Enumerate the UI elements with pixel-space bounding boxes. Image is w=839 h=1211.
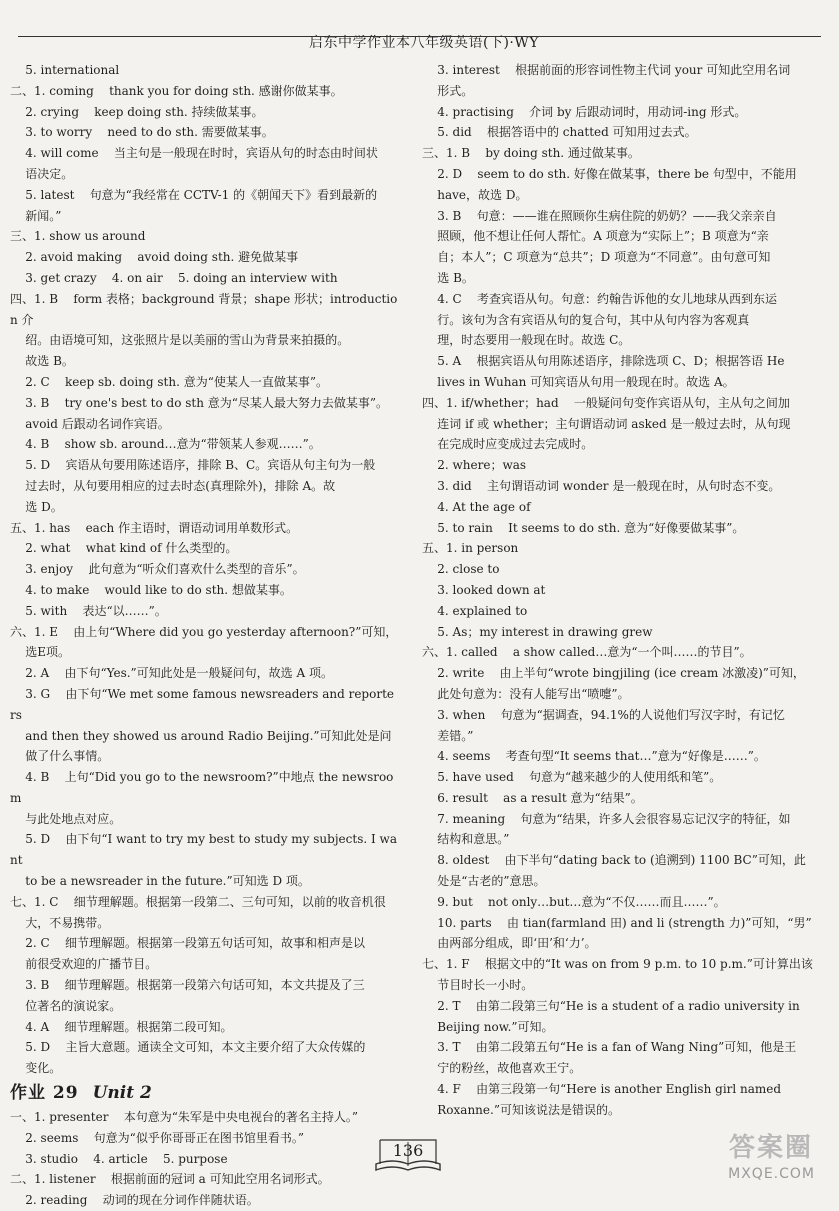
answer-item: 三、1. show us around: [10, 229, 146, 244]
answer-item: 2. crying keep doing sth. 持续做某事。: [10, 104, 264, 119]
answer-item: 3. looked down at: [422, 582, 546, 597]
answer-item: 4. F 由第三段第一句“Here is another English girl named Roxanne.”可知该说法是错误的。: [437, 1082, 782, 1117]
answer-item: 七、1. F 根据文中的“It was on from 9 p.m. to 10 p.m.”可计算出该 节目时长一小时。: [422, 957, 813, 993]
answer-item: 2. D seem to do sth. 好像在做某事，there be 句型中，不能用 have，故选 D。: [437, 166, 797, 202]
answer-item: 2. what what kind of 什么类型的。: [10, 541, 238, 556]
page-header: [0, 14, 839, 51]
running-title: 启东中学作业本八年级英语(下)·WY: [308, 35, 539, 51]
answer-item: 七、1. C 细节理解题。根据第一段第二、三句可知，以前的收音机很 大，不易携带。: [10, 894, 386, 930]
answer-item: 7. meaning 句意为“结果，许多人会很容易忘记汉字的特征，如 结构和意思。”: [437, 811, 791, 847]
answer-item: 4. At the age of: [422, 499, 531, 514]
right-column: [422, 60, 814, 1121]
answer-item: 9. but not only…but…意为“不仅……而且……”。: [422, 894, 726, 909]
left-answer-list-after: [10, 1107, 398, 1211]
answer-item: 一、1. presenter 本句意为“朱军是中央电视台的著名主持人。”: [10, 1110, 358, 1125]
answer-item: 5. D 由下句“I want to try my best to study my subjects. I want to be a newsreader in the future.”可知选 D 项。: [10, 832, 397, 889]
answer-item: 5. to rain It seems to do sth. 意为“好像要做某事”。: [422, 520, 745, 535]
answer-item: 5. did 根据答语中的 chatted 可知用过去式。: [422, 125, 697, 140]
answer-item: 5. As；my interest in drawing grew: [422, 624, 653, 639]
answer-item: 4. B show sb. around…意为“带领某人参观……”。: [10, 437, 321, 452]
answer-item: 2. avoid making avoid doing sth. 避免做某事: [10, 250, 299, 265]
answer-item: 10. parts 由 tian(farmland 田) and li (strength 力)”可知，“男” 由两部分组成，即‘田’和‘力’。: [437, 915, 812, 951]
header-rule: [18, 36, 821, 37]
answer-item: 3. to worry need to do sth. 需要做某事。: [10, 125, 274, 140]
answer-item: 2. write 由上半句“wrote bingjiling (ice cream 冰激凌)”可知， 此处句意为：没有人能写出“喷嚏”。: [437, 666, 805, 701]
unit-heading: [10, 1081, 398, 1105]
answer-item: 六、1. called a show called…意为“一个叫……的节目”。: [422, 645, 752, 660]
answer-item: 5. have used 句意为“越来越少的人使用纸和笔”。: [422, 770, 722, 785]
left-column: [10, 60, 398, 1211]
answer-item: 三、1. B by doing sth. 通过做某事。: [422, 146, 640, 161]
answer-item: 8. oldest 由下半句“dating back to (追溯到) 1100 BC”可知，此 处是“古老的”意思。: [437, 853, 806, 889]
left-answer-list: [10, 60, 398, 1079]
answer-item: 2. C keep sb. doing sth. 意为“使某人一直做某事”。: [10, 374, 328, 389]
answer-item: 5. D 主旨大意题。通读全文可知，本文主要介绍了大众传媒的 变化。: [25, 1040, 366, 1076]
answer-item: 3. G 由下句“We met some famous newsreaders and reporters and then they showed us around Radio Beijing.”可知此处是问 做了什么事情。: [10, 686, 395, 764]
answer-item: 四、1. if/whether；had 一般疑问句变作宾语从句，主从句之间加 连词 if 或 whether；主句谓语动词 asked 是一般过去时，从句现 在完成时应变成过去完成时。: [422, 395, 791, 452]
answer-item: 3. interest 根据前面的形容词性物主代词 your 可知此空用名词 形式。: [437, 63, 791, 98]
answer-item: 六、1. E 由上句“Where did you go yesterday afternoon?”可知， 选E项。: [10, 624, 398, 660]
answer-item: 五、1. has each 作主语时，谓语动词用单数形式。: [10, 520, 299, 535]
answer-item: 6. result as a result 意为“结果”。: [422, 790, 643, 805]
answer-item: 3. enjoy 此句意为“听众们喜欢什么类型的音乐”。: [10, 562, 305, 577]
homework-label: 作业 29: [10, 1083, 79, 1104]
answer-item: 5. with 表达“以……”。: [10, 603, 167, 618]
watermark-logo-text: 答案圈: [728, 1133, 813, 1163]
answer-item: 4. A 细节理解题。根据第二段可知。: [10, 1019, 233, 1034]
answer-item: 5. D 宾语从句要用陈述语序，排除 B、C。宾语从句主句为一般 过去时，从句要用相应的过去时态(真理除外)，排除 A。故 选 D。: [25, 458, 376, 514]
answer-item: 4. will come 当主句是一般现在时时，宾语从句的时态由时间状 语决定。: [25, 146, 378, 181]
answer-item: 4. seems 考查句型“It seems that…”意为“好像是……”。: [422, 749, 766, 764]
answer-item: 2. close to: [422, 562, 500, 577]
answer-item: 四、1. B form 表格；background 背景；shape 形状；introduction 介 绍。由语境可知，这张照片是以美丽的雪山为背景来拍摄的。 故选 B。: [10, 291, 398, 369]
answer-item: 3. did 主句谓语动词 wonder 是一般现在时，从句时态不变。: [422, 478, 781, 493]
answer-item: 2. reading 动词的现在分词作伴随状语。: [10, 1193, 259, 1208]
unit-name: Unit 2: [92, 1083, 152, 1104]
answer-item: 3. when 句意为“据调查，94.1%的人说他们写汉字时，有记忆 差错。”: [437, 707, 785, 743]
watermark: [709, 1134, 829, 1192]
answer-item: 2. T 由第二段第三句“He is a student of a radio university in Beijing now.”可知。: [437, 998, 800, 1034]
answer-item: 4. B 上句“Did you go to the newsroom?”中地点 the newsroom 与此处地点对应。: [10, 770, 394, 826]
watermark-url: MXQE.COM: [728, 1166, 815, 1182]
answer-item: 2. A 由下句“Yes.”可知此处是一般疑问句，故选 A 项。: [10, 666, 333, 681]
answer-item: 二、1. coming thank you for doing sth. 感谢你做某事。: [10, 83, 343, 98]
answer-item: 5. A 根据宾语从句用陈述语序，排除选项 C、D；根据答语 He lives in Wuhan 可知宾语从句用一般现在时。故选 A。: [437, 354, 785, 389]
answer-item: 2. seems 句意为“似乎你哥哥正在图书馆里看书。”: [10, 1130, 304, 1145]
answer-item: 5. international: [10, 63, 120, 77]
answer-item: 5. latest 句意为“我经常在 CCTV-1 的《朝闻天下》看到最新的 新闻。”: [25, 187, 378, 223]
answer-item: 3. B 句意：——谁在照顾你生病住院的奶奶？——我父亲亲自 照顾，他不想让任何人帮忙。A 项意为“实际上”；B 项意为“亲 自；本人”；C 项意为“总共”；D 项意为“不同意”。由句意可知 选 B。: [437, 208, 777, 285]
right-answer-list: [422, 60, 814, 1121]
answer-item: 五、1. in person: [422, 541, 519, 556]
answer-item: 3. studio 4. article 5. purpose: [10, 1151, 228, 1166]
answer-item: 4. C 考查宾语从句。句意：约翰告诉他的女儿地球从西到东运 行。该句为含有宾语从句的复合句，其中从句内容为客观真 理，时态要用一般现在时。故选 C。: [437, 291, 777, 348]
answer-item: 4. explained to: [422, 603, 528, 618]
page-number: 136: [392, 1141, 424, 1160]
answer-item: 二、1. listener 根据前面的冠词 a 可知此空用名词形式。: [10, 1172, 330, 1187]
answer-item: 4. practising 介词 by 后跟动词时，用动词-ing 形式。: [422, 104, 747, 119]
answer-item: 2. C 细节理解题。根据第一段第五句话可知，故事和相声是以 前很受欢迎的广播节目。: [25, 936, 365, 972]
answer-item: 3. get crazy 4. on air 5. doing an interview with: [10, 270, 338, 285]
answer-item: 3. T 由第二段第五句“He is a fan of Wang Ning”可知，他是王 宁的粉丝，故他喜欢王宁。: [437, 1040, 797, 1076]
answer-item: 4. to make would like to do sth. 想做某事。: [10, 582, 292, 597]
answer-item: 2. where；was: [422, 458, 527, 473]
answer-item: 3. B 细节理解题。根据第一段第六句话可知，本文共提及了三 位著名的演说家。: [25, 978, 365, 1013]
answer-item: 3. B try one's best to do sth 意为“尽某人最大努力去做某事”。 avoid 后跟动名词作宾语。: [25, 395, 389, 431]
